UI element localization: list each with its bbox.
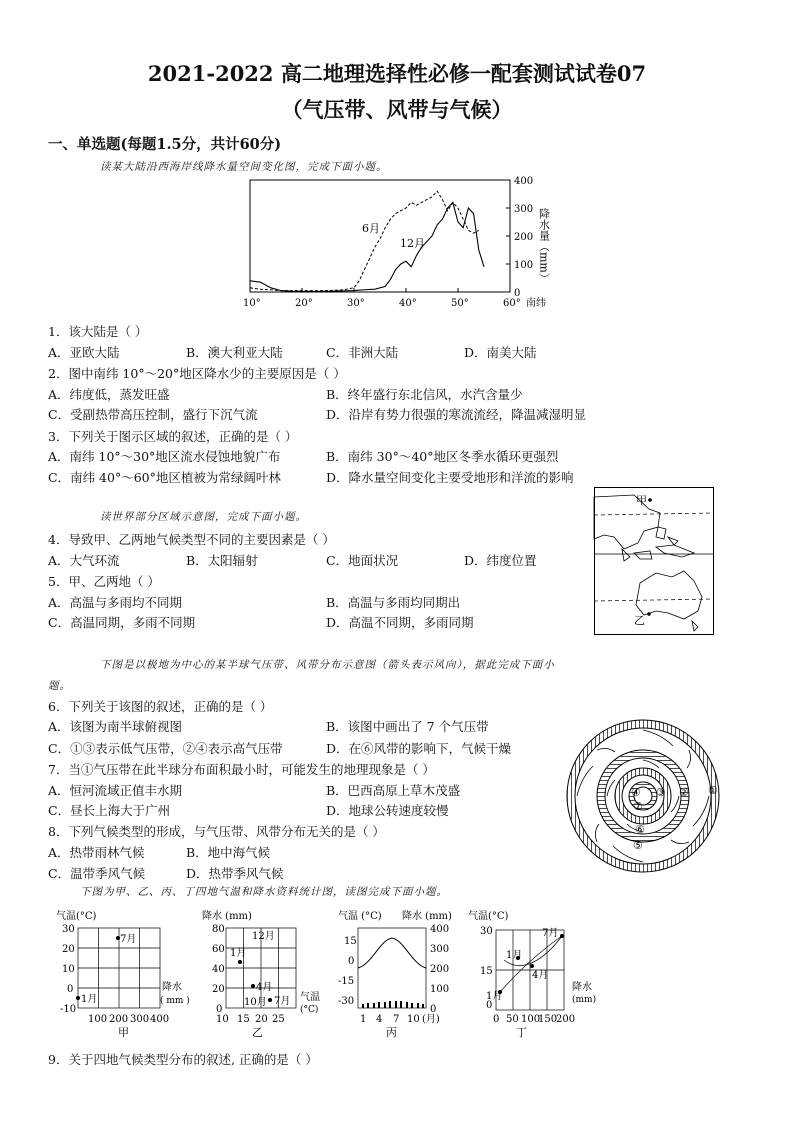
jia-ylabel: 气温(°C): [56, 911, 97, 922]
q5-stem: 5．甲、乙两地（ ）: [48, 574, 160, 589]
svg-text:降水 (mm): 降水 (mm): [402, 911, 452, 922]
y-tick-label: 400: [514, 176, 534, 187]
q2-option-a[interactable]: A．纬度低，蒸发旺盛: [48, 387, 170, 402]
q1-option-b[interactable]: B．澳大利亚大陆: [186, 345, 283, 360]
svg-text:0: 0: [430, 1004, 437, 1015]
svg-text:7: 7: [393, 1014, 400, 1025]
y-tick-label: 300: [514, 204, 534, 215]
q1-option-a[interactable]: A．亚欧大陆: [48, 345, 120, 360]
svg-text:1月: 1月: [506, 950, 523, 961]
svg-text:30: 30: [62, 924, 75, 935]
svg-text:7月: 7月: [542, 928, 559, 939]
x-tick-label: 30°: [347, 298, 365, 309]
svg-text:20: 20: [255, 1014, 268, 1025]
chart-frame: [250, 180, 510, 292]
svg-text:20: 20: [212, 984, 225, 995]
belt-label-5: ⑤: [633, 839, 643, 852]
svg-text:150: 150: [538, 1014, 558, 1025]
svg-text:-10: -10: [60, 1004, 77, 1015]
belt-label-4: ④: [631, 786, 641, 799]
q8-option-d[interactable]: D．热带季风气候: [186, 866, 284, 881]
q4-option-d[interactable]: D．纬度位置: [464, 553, 537, 568]
q5-option-a[interactable]: A．高温与多雨均不同期: [48, 595, 183, 610]
q9-stem: 9．关于四地气候类型分布的叙述, 正确的是（ ）: [48, 1052, 318, 1067]
svg-text:300: 300: [130, 1014, 150, 1025]
q3-stem: 3．下列关于图示区域的叙述，正确的是（ ）: [48, 429, 298, 444]
intro-4: 下图为甲、乙、丙、丁四地气温和降水资料统计图，读图完成下面小题。: [80, 886, 448, 898]
q3-option-b[interactable]: B．南纬 30°～40°地区冬季水循环更强烈: [326, 449, 559, 464]
svg-text:4月: 4月: [532, 970, 549, 981]
svg-text:1月: 1月: [486, 991, 503, 1002]
svg-text:60: 60: [212, 944, 225, 955]
world-region-map: [594, 487, 714, 635]
svg-text:400: 400: [430, 924, 450, 935]
intro-3-line-1: 下图是以极地为中心的某半球气压带、风带分布示意图（箭头表示风向），据此完成下面小: [100, 659, 555, 671]
svg-text:50: 50: [506, 1014, 519, 1025]
climate-chart-bing: [336, 906, 460, 1038]
y-axis-label: 降水量（mm）: [537, 208, 551, 284]
svg-text:10: 10: [216, 1014, 229, 1025]
svg-text:20: 20: [62, 944, 75, 955]
q6-stem: 6．下列关于该图的叙述，正确的是（ ）: [48, 699, 273, 714]
svg-text:400: 400: [150, 1014, 170, 1025]
svg-text:25: 25: [272, 1014, 285, 1025]
q5-option-b[interactable]: B．高温与多雨均同期出: [326, 595, 461, 610]
climate-chart-jia: [52, 906, 190, 1039]
svg-text:降水: 降水: [162, 982, 182, 993]
q7-option-c[interactable]: C．昼长上海大于广州: [48, 803, 171, 818]
belt-label-6: ⑥: [635, 823, 645, 836]
series-label-june: 6月: [362, 222, 380, 235]
svg-text:12月: 12月: [252, 931, 275, 942]
svg-text:200: 200: [556, 1014, 576, 1025]
svg-text:4: 4: [376, 1014, 383, 1025]
series-line-december: [250, 202, 484, 291]
svg-text:7月: 7月: [274, 996, 291, 1007]
q1-stem: 1．该大陆是（ ）: [48, 324, 148, 339]
label-jia: 甲: [636, 494, 647, 507]
belt-label-1: ①: [708, 784, 718, 797]
q4-stem: 4．导致甲、乙两地气候类型不同的主要因素是（ ）: [48, 532, 335, 547]
series-line-june: [250, 191, 479, 290]
svg-text:( mm ): ( mm ): [160, 996, 190, 1006]
title-line-1: 2021-2022 高二地理选择性必修一配套测试试卷07: [147, 61, 647, 86]
svg-text:1月: 1月: [81, 994, 98, 1005]
caption-ding: 丁: [516, 1026, 527, 1039]
q3-option-d[interactable]: D．降水量空间变化主要受地形和洋流的影响: [326, 470, 574, 485]
svg-text:0: 0: [67, 984, 74, 995]
svg-text:4月: 4月: [256, 982, 273, 993]
svg-text:0: 0: [486, 1000, 493, 1011]
svg-text:10: 10: [407, 1014, 420, 1025]
belt-label-3: ③: [656, 786, 666, 799]
x-tick-label: 10°: [243, 298, 261, 309]
y-tick-label: 200: [514, 232, 534, 243]
intro-3-line-2: 题。: [48, 680, 71, 692]
svg-text:15: 15: [480, 966, 493, 977]
svg-text:0: 0: [216, 1004, 223, 1015]
svg-text:100: 100: [88, 1014, 108, 1025]
x-tick-label: 60°: [503, 298, 521, 309]
svg-text:降水: 降水: [572, 982, 592, 993]
title-line-2: （气压带、风带与气候）: [281, 97, 513, 122]
svg-text:40: 40: [212, 964, 225, 975]
q6-option-a[interactable]: A．该图为南半球俯视图: [48, 719, 183, 734]
svg-text:1: 1: [360, 1014, 367, 1025]
q2-option-b[interactable]: B．终年盛行东北信风，水汽含量少: [326, 387, 523, 402]
svg-text:降水 (mm): 降水 (mm): [202, 911, 252, 922]
climate-chart-yi: [200, 906, 332, 1038]
svg-text:(月): (月): [422, 1014, 440, 1025]
svg-text:300: 300: [430, 944, 450, 955]
point-jia: [648, 498, 652, 502]
svg-text:气温: 气温: [300, 992, 320, 1003]
intro-1: 读某大陆沿西海岸线降水量空间变化图，完成下面小题。: [100, 161, 388, 173]
section-heading: 一、单选题(每题1.5分，共计60分): [48, 136, 282, 153]
q6-option-b[interactable]: B．该图中画出了 7 个气压带: [326, 719, 489, 734]
q5-option-d[interactable]: D．高温不同期，多雨同期: [326, 615, 474, 630]
q8-stem: 8．下列气候类型的形成，与气压带、风带分布无关的是（ ）: [48, 824, 385, 839]
q7-option-b[interactable]: B．巴西高原上草木茂盛: [326, 783, 461, 798]
q4-option-a[interactable]: A．大气环流: [48, 553, 120, 568]
caption-yi: 乙: [252, 1026, 263, 1039]
point-yi: [647, 612, 651, 616]
climate-chart-ding: [466, 904, 614, 1038]
svg-text:200: 200: [109, 1014, 129, 1025]
svg-text:0: 0: [493, 1014, 500, 1025]
svg-text:-30: -30: [338, 996, 355, 1007]
svg-text:气温 (°C): 气温 (°C): [338, 911, 382, 922]
q3-option-c[interactable]: C．南纬 40°～60°地区植被为常绿阔叶林: [48, 470, 281, 485]
series-label-december: 12月: [400, 237, 425, 250]
x-axis-label: 南纬: [526, 298, 546, 309]
caption-bing: 丙: [386, 1026, 397, 1039]
svg-text:10月: 10月: [244, 997, 267, 1008]
q4-option-b[interactable]: B．太阳辐射: [186, 553, 258, 568]
q5-option-c[interactable]: C．高温同期，多雨不同期: [48, 615, 196, 630]
svg-text:-15: -15: [338, 976, 355, 987]
belt-label-2: ②: [679, 786, 689, 799]
svg-text:(°C): (°C): [300, 1005, 319, 1015]
q6-option-c[interactable]: C．①③表示低气压带，②④表示高气压带: [48, 741, 283, 756]
svg-text:100: 100: [430, 984, 450, 995]
svg-text:80: 80: [212, 924, 225, 935]
svg-text:15: 15: [237, 1014, 250, 1025]
q8-option-a[interactable]: A．热带雨林气候: [48, 845, 145, 860]
svg-text:30: 30: [480, 926, 493, 937]
belt-label-7: ⑦: [633, 800, 643, 813]
y-tick-label: 100: [514, 260, 534, 271]
precipitation-chart: [236, 176, 556, 310]
svg-text:气温(°C): 气温(°C): [468, 911, 509, 922]
svg-text:10: 10: [62, 964, 75, 975]
q6-option-d[interactable]: D．在⑥风带的影响下，气候干燥: [326, 741, 512, 756]
q8-option-c[interactable]: C．温带季风气候: [48, 866, 146, 881]
q3-option-a[interactable]: A．南纬 10°～30°地区流水侵蚀地貌广布: [48, 449, 281, 464]
svg-text:15: 15: [344, 936, 357, 947]
q4-option-c[interactable]: C．地面状况: [326, 553, 399, 568]
svg-text:7月: 7月: [120, 934, 137, 945]
q1-option-c[interactable]: C．非洲大陆: [326, 345, 399, 360]
q7-option-d[interactable]: D．地球公转速度较慢: [326, 803, 449, 818]
q2-stem: 2．图中南纬 10°～20°地区降水少的主要原因是（ ）: [48, 366, 346, 381]
x-tick-label: 20°: [295, 298, 313, 309]
svg-text:100: 100: [521, 1014, 541, 1025]
q1-option-d[interactable]: D．南美大陆: [464, 345, 537, 360]
svg-text:1月: 1月: [230, 948, 247, 959]
svg-text:(mm): (mm): [572, 995, 597, 1005]
pressure-wind-belt-diagram: [563, 716, 723, 876]
svg-text:200: 200: [430, 964, 450, 975]
q8-option-b[interactable]: B．地中海气候: [186, 845, 271, 860]
y-tick-label: 0: [514, 288, 521, 299]
q7-option-a[interactable]: A．恒河流域正值丰水期: [48, 783, 183, 798]
q2-option-c[interactable]: C．受副热带高压控制，盛行下沉气流: [48, 407, 258, 422]
caption-jia: 甲: [118, 1026, 129, 1039]
label-yi: 乙: [634, 614, 645, 627]
q2-option-d[interactable]: D．沿岸有势力很强的寒流流经，降温减湿明显: [326, 407, 587, 422]
svg-text:0: 0: [348, 956, 355, 967]
q7-stem: 7．当①气压带在此半球分布面积最小时，可能发生的地理现象是（ ）: [48, 762, 435, 777]
intro-2: 读世界部分区域示意图，完成下面小题。: [100, 511, 307, 523]
x-tick-label: 40°: [399, 298, 417, 309]
x-tick-label: 50°: [451, 298, 469, 309]
